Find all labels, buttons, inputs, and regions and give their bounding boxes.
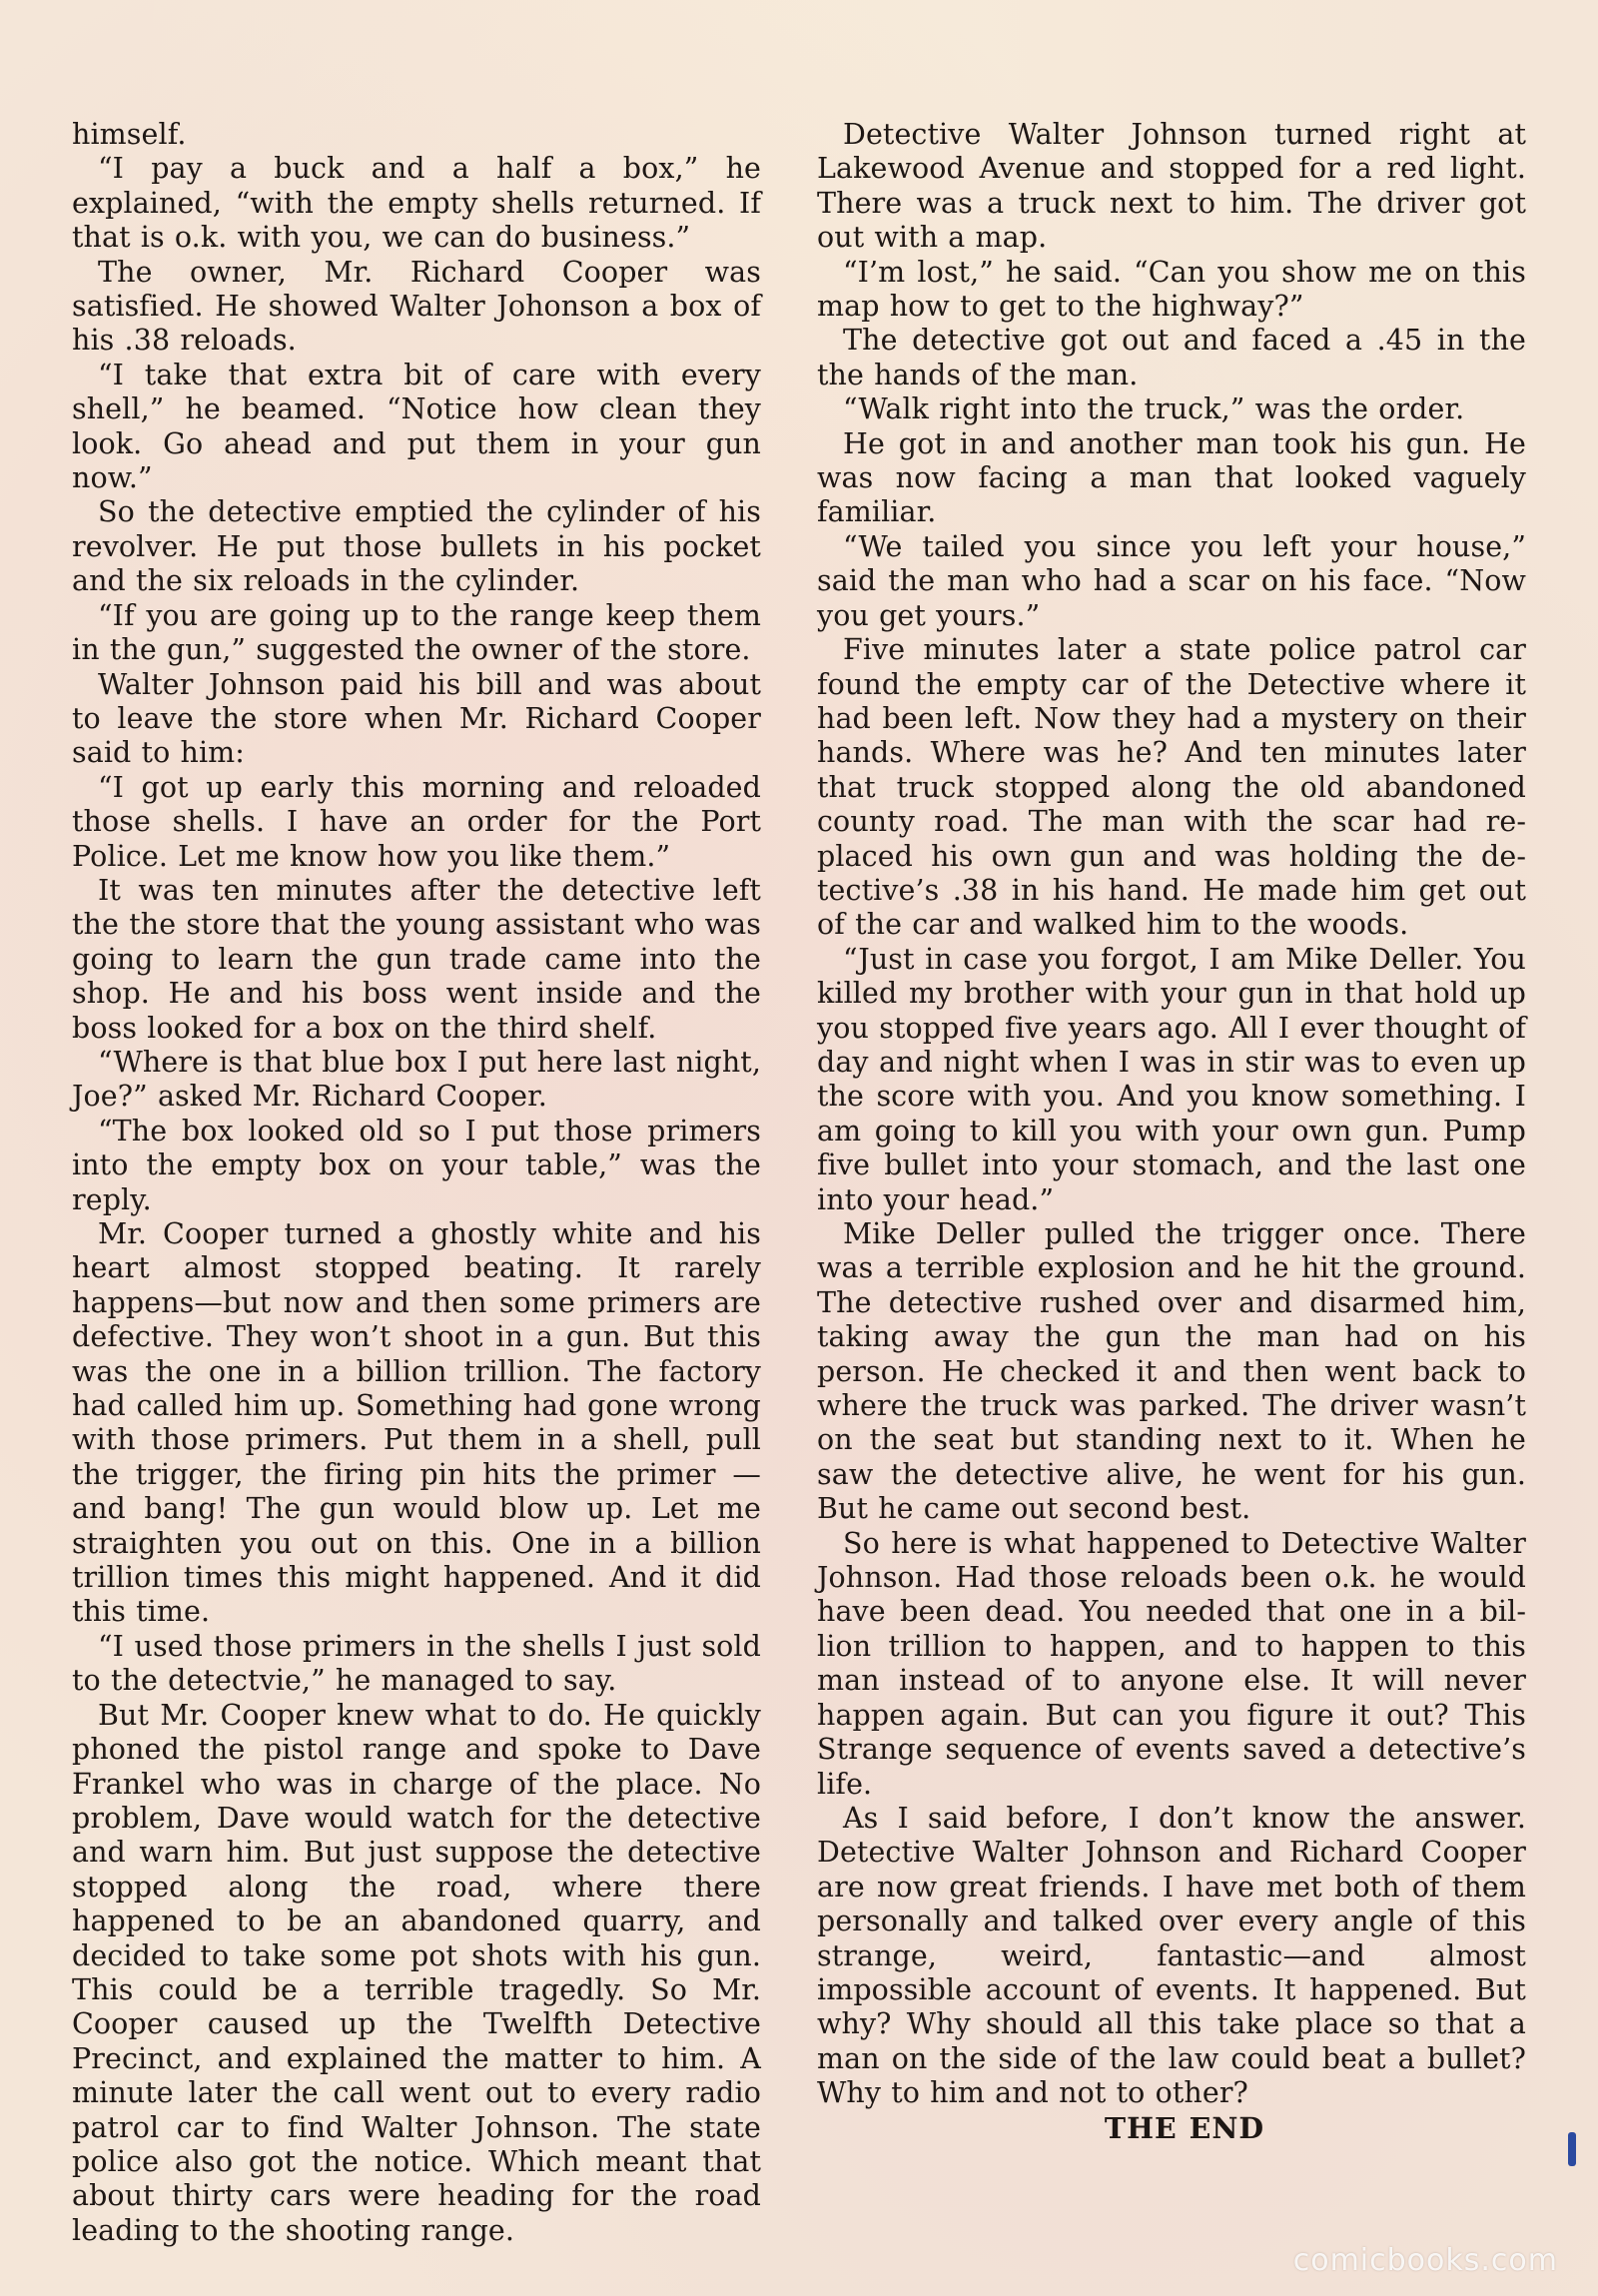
left-text-column [72, 118, 761, 2248]
paragraph: “I’m lost,” he said. “Can you show me on this map how to get to the highway?” [817, 255, 1526, 324]
paragraph: “If you are going up to the range keep them in the gun,” suggested the owner of the store. [72, 598, 761, 667]
paragraph: Five minutes later a state police patrol car found the empty car of the Detective where it had been left. Now they had a mystery on their hands. Where was he? And ten minutes later that truck stopped along the old abandoned county road. The man with the scar had replaced his own gun and was holding the detective’s .38 in his hand. He made him get out of the car and walked him to the woods. [817, 633, 1526, 942]
the-end-label: THE END [1104, 2110, 1265, 2145]
paragraph: Mike Deller pulled the trigger once. There was a terrible explosion and he hit the ground. The detective rushed over and disarmed him, taking away the gun the man had on his person. He checked it and then went back to where the truck was parked. The driver wasn’t on the seat but standing next to it. When he saw the detective alive, he went for his gun. But he came out second best. [817, 1217, 1526, 1526]
paragraph: Walter Johnson paid his bill and was about to leave the store when Mr. Richard Cooper said to him: [72, 667, 761, 770]
paragraph: It was ten minutes after the detective left the the store that the young assistant who was going to learn the gun trade came into the shop. He and his boss went inside and the boss looked for a box on the third shelf. [72, 873, 761, 1045]
paragraph: He got in and another man took his gun. He was now facing a man that looked vaguely familiar. [817, 426, 1526, 529]
paragraph: Detective Walter Johnson turned right at Lakewood Avenue and stopped for a red light. There was a truck next to him. The driver got out with a map. [817, 118, 1526, 255]
paragraph: The detective got out and faced a .45 in the the hands of the man. [817, 324, 1526, 391]
paragraph: “I used those primers in the shells I just sold to the detectvie,” he managed to say. [72, 1629, 761, 1698]
paragraph: “Walk right into the truck,” was the order. [843, 392, 1465, 426]
paragraph: Mr. Cooper turned a ghostly white and his heart almost stopped beating. It rarely happens—but now and then some primers are defective. They won’t shoot in a gun. But this was the one in a billion trillion. The factory had called him up. Something had gone wrong with those primers. Put them in a shell, pull the trigger, the firing pin hits the primer — and bang! The gun would blow up. Let me straighten you out on this. One in a billion trillion times this might happened. And it did this time. [72, 1217, 761, 1629]
paragraph: himself. [72, 118, 187, 151]
paragraph: So here is what happened to Detective Walter Johnson. Had those reloads been o.k. he would have been dead. You needed that one in a billion trillion to happen, and to happen to this man instead of to anyone else. It will never happen again. But can you figure it out? This Strange sequence of events saved a detective’s life. [817, 1526, 1526, 1801]
right-text-column [817, 118, 1526, 2145]
paragraph: But Mr. Cooper knew what to do. He quickly phoned the pistol range and spoke to Dave Frankel who was in charge of the place. No problem, Dave would watch for the detective and warn him. But just suppose the detective stopped along the road, where there happened to be an abandoned quarry, and decided to take some pot shots with his gun. This could be a terrible tragedly. So Mr. Cooper caused up the Twelfth Detective Precinct, and explained the matter to him. A minute later the call went out to every radio patrol car to find Walter Johnson. The state police also got the notice. Which meant that about thirty cars were heading for the road leading to the shooting range. [72, 1698, 761, 2247]
paragraph: “I got up early this morning and reloaded those shells. I have an order for the Port Police. Let me know how you like them.” [72, 770, 761, 873]
paragraph: “Where is that blue box I put here last night, Joe?” asked Mr. Richard Cooper. [72, 1045, 761, 1114]
paragraph: The owner, Mr. Richard Cooper was satisfied. He showed Walter Johonson a box of his .38 reloads. [72, 255, 761, 358]
paragraph: As I said before, I don’t know the answer. Detective Walter Johnson and Richard Cooper are now great friends. I have met both of them personally and talked over every angle of this strange, weird, fantastic—and almost impossible account of events. It happened. But why? Why should all this take place so that a man on the side of the law could beat a bullet? Why to him and not to other? [817, 1801, 1526, 2110]
watermark: comicbooks.com [1292, 2243, 1558, 2278]
paragraph: “Just in case you forgot, I am Mike Deller. You killed my brother with your gun in that hold up you stopped five years ago. All I ever thought of day and night when I was in stir was to even up the score with you. And you know something. I am going to kill you with your own gun. Pump five bullet into your stomach, and the last one into your head.” [817, 942, 1526, 1216]
paragraph: “We tailed you since you left your house,” said the man who had a scar on his face. “Now you get yours.” [817, 529, 1526, 632]
page-edge-mark [1568, 2132, 1576, 2166]
paragraph: “I pay a buck and a half a box,” he explained, “with the empty shells returned. If that is o.k. with you, we can do business.” [72, 152, 761, 255]
paragraph: So the detective emptied the cylinder of his revolver. He put those bullets in his pocket and the six reloads in the cylinder. [72, 495, 761, 598]
paragraph: “The box looked old so I put those primers into the empty box on your table,” was the reply. [72, 1114, 761, 1216]
paragraph: “I take that extra bit of care with every shell,” he beamed. “Notice how clean they look. Go ahead and put them in your gun now.” [72, 358, 761, 495]
